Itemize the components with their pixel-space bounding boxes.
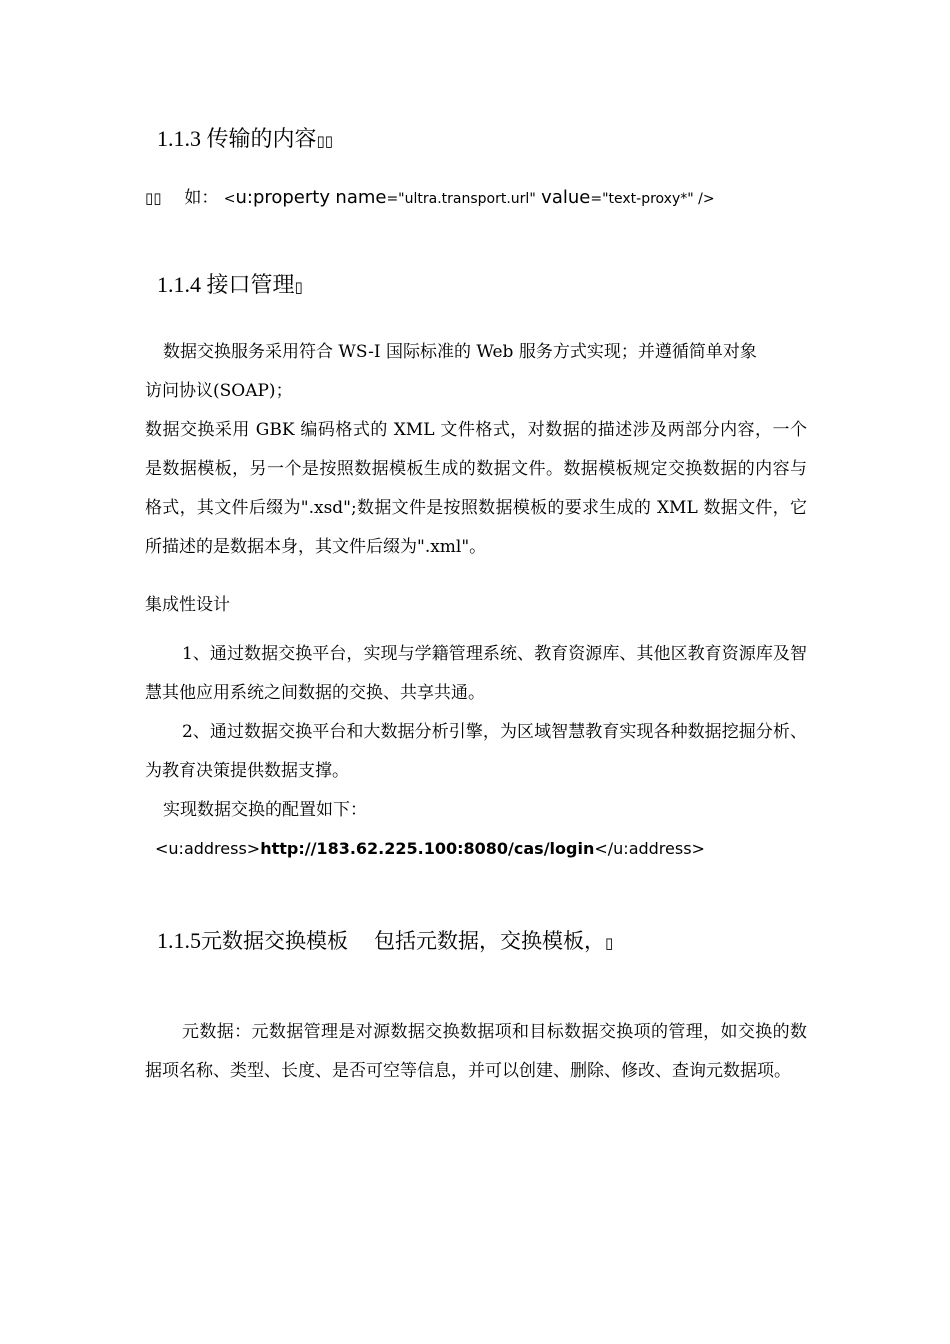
- integration-title: 集成性设计: [145, 595, 230, 615]
- config-intro: 实现数据交换的配置如下：: [163, 800, 367, 820]
- xml-format-paragraph: 数据交换采用 GBK 编码格式的 XML 文件格式，对数据的描述涉及两部分内容，一个是数据模板，另一个是按照数据模板生成的数据文件。数据模板规定交换数据的内容与格式，其文件后缀为".xsd";数据文件是按照数据模板的要求生成的 XML 数据文件，它所描述的是数据本身，其文件后缀为".xml"。: [145, 420, 807, 557]
- attr-name-label: name: [335, 187, 387, 208]
- missing-glyph-boxes: ▯: [605, 934, 614, 952]
- heading-text: 元数据交换模板: [201, 929, 348, 953]
- attr-value-label: value: [541, 187, 591, 208]
- intro-line-2: 访问协议(SOAP)；: [145, 381, 293, 401]
- heading-text: 1.1.3 传输的内容: [157, 126, 317, 151]
- metadata-paragraph: 元数据：元数据管理是对源数据交换数据项和目标数据交换项的管理，如交换的数据项名称、类型、长度、是否可空等信息，并可以创建、删除、修改、查询元数据项。: [145, 1022, 807, 1081]
- heading-text: 1.1.4 接口管理: [157, 272, 295, 297]
- heading-number: 1.1.5: [157, 928, 201, 953]
- address-url: http://183.62.225.100:8080/cas/login: [260, 839, 595, 858]
- section-heading-1-1-4: [157, 268, 303, 299]
- integration-item-2: 2、通过数据交换平台和大数据分析引擎，为区域智慧教育实现各种数据挖掘分析、为教育决策提供数据支撑。: [145, 722, 807, 781]
- integration-item-1: 1、通过数据交换平台，实现与学籍管理系统、教育资源库、其他区教育资源库及智慧其他应用系统之间数据的交换、共享共通。: [145, 644, 807, 703]
- example-prefix: 如：: [184, 188, 219, 208]
- address-close-tag: </u:address>: [594, 839, 705, 858]
- address-config-line: [155, 839, 705, 858]
- property-example: [145, 183, 715, 208]
- heading-tail: 包括元数据，交换模板，: [374, 929, 605, 953]
- tag-name: u:property: [235, 187, 330, 208]
- missing-glyph-boxes: ▯▯: [145, 189, 162, 207]
- missing-glyph-boxes: ▯▯: [316, 132, 334, 150]
- section-heading-1-1-3: [157, 122, 333, 153]
- missing-glyph-boxes: ▯: [294, 278, 303, 296]
- section-heading-1-1-5: [157, 925, 613, 955]
- address-open-tag: <u:address>: [155, 839, 261, 858]
- attr-value-value: ="text-proxy*" />: [590, 191, 715, 207]
- attr-name-value: ="ultra.transport.url": [386, 191, 536, 207]
- tag-open: <: [223, 191, 236, 207]
- intro-line-1: 数据交换服务采用符合 WS-I 国际标准的 Web 服务方式实现；并遵循简单对象: [163, 342, 757, 362]
